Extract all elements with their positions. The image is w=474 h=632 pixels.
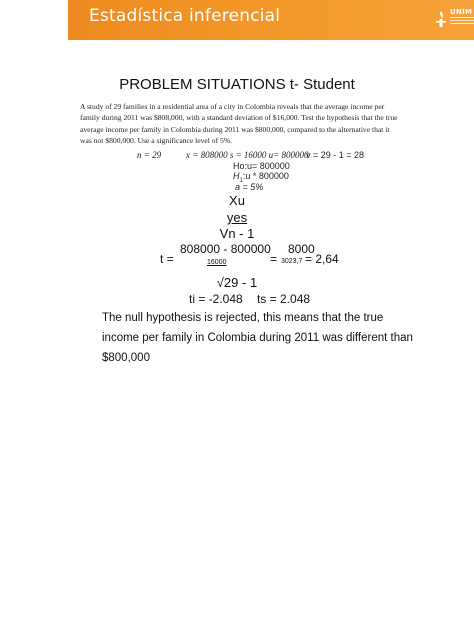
t-numerator: 808000 - 800000	[180, 242, 271, 256]
logo-text: UNIM	[450, 8, 473, 16]
degrees-of-freedom: v = 29 - 1 = 28	[306, 150, 365, 160]
formula-vn: Vn - 1	[219, 226, 255, 241]
conclusion-text: The null hypothesis is rejected, this means that the true income per family in Colombia during 2011 was different than $800,000	[102, 312, 413, 364]
page-margin	[0, 0, 68, 632]
t-denominator: 16000	[207, 259, 227, 266]
logo-subtitle-lines	[450, 17, 474, 27]
ratio-denominator: 3023,7	[281, 258, 303, 265]
t-result: = 2,64	[305, 252, 339, 266]
formula-xu: Xu	[229, 193, 245, 208]
sample-size: n = 29	[137, 150, 162, 160]
university-logo	[432, 4, 474, 36]
ratio-numerator: 8000	[288, 242, 315, 256]
problem-statement: A study of 29 families in a residential area of a city in Colombia reveals that the average income per family during 2011 was $808,000, with a standard deviation of $16,000. Test the hypothesis that the true average income per family in Colombia during 2011 was $800,000, compared to the alternative that it was not $800,000. Use a significance level of 5%.	[80, 102, 398, 146]
course-title: Estadística inferencial	[89, 6, 281, 26]
critical-upper: ts = 2.048	[257, 292, 311, 306]
sample-stats: x = 808000 s = 16000 u= 800000	[186, 150, 309, 160]
formula-yes: yes	[226, 210, 248, 225]
alternative-hypothesis: $H_1:u * 800000$	[233, 171, 289, 184]
critical-lower: ti = -2.048	[189, 292, 243, 306]
torch-icon	[434, 10, 448, 28]
significance-level: a = 5%	[235, 182, 264, 192]
course-header	[68, 0, 474, 40]
null-hypothesis: Ho:u= 800000	[233, 161, 290, 171]
t-label: t =	[160, 252, 174, 266]
sqrt-expression: √29 - 1	[216, 275, 258, 290]
ratio-equals: =	[270, 252, 278, 266]
problem-title: PROBLEM SITUATIONS t- Student	[119, 76, 355, 93]
